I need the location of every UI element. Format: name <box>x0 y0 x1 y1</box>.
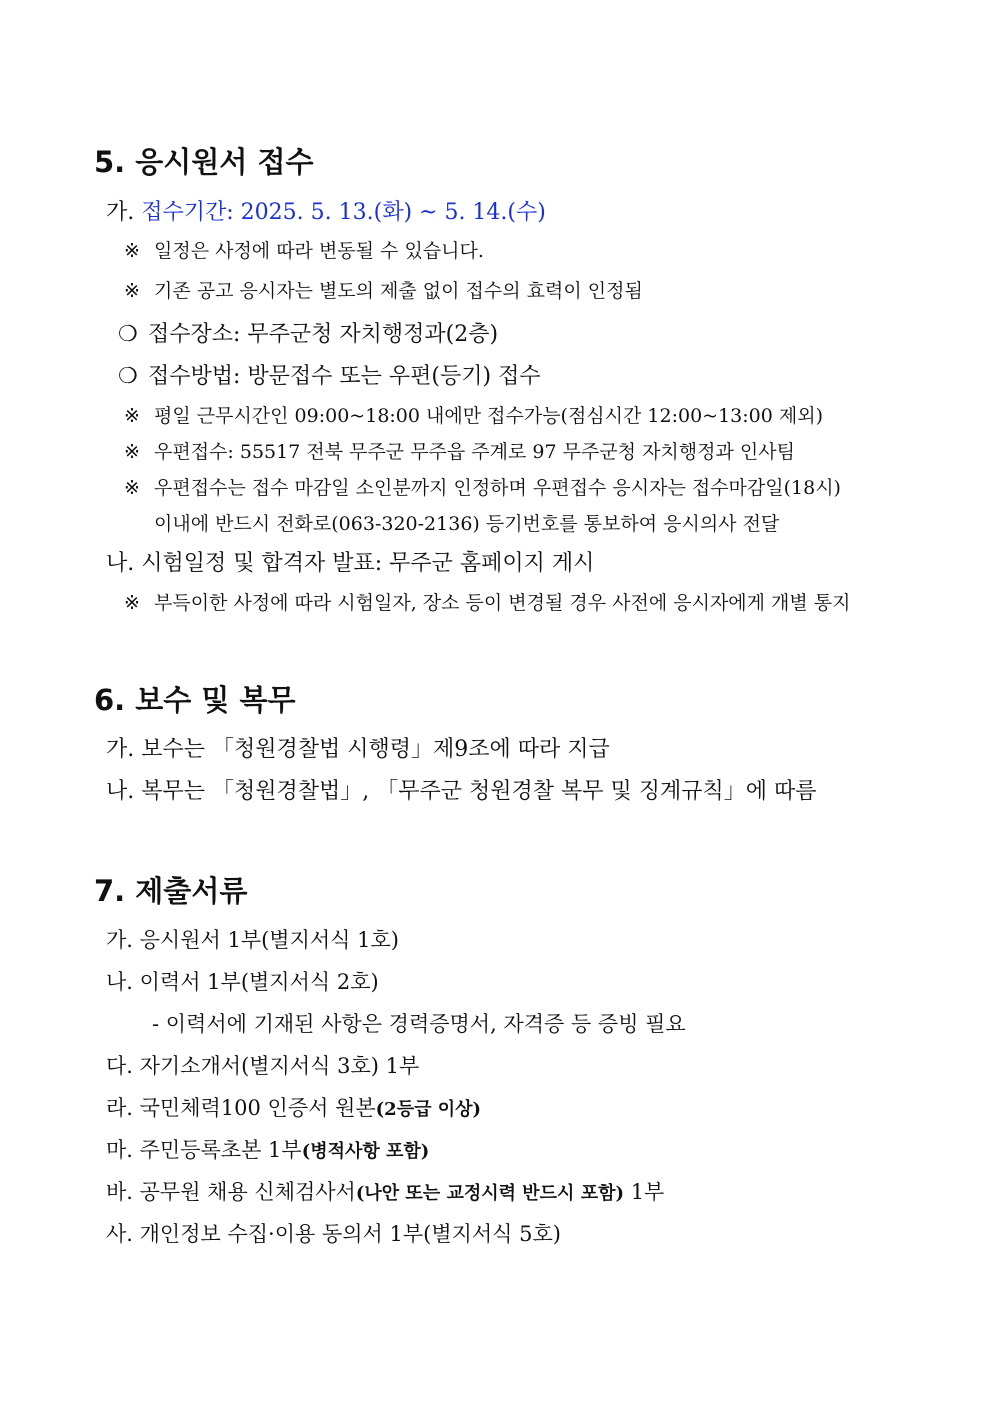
section-7-title: 7. 제출서류 <box>94 874 248 908</box>
s5-note-2 <box>124 276 643 303</box>
ref-mark-icon: ※ <box>124 441 140 463</box>
s7-item-e <box>106 1134 429 1164</box>
s5-note-4-text: 우편접수: 55517 전북 무주군 무주읍 주계로 97 무주군청 자치행정과 인사팀 <box>154 441 795 463</box>
s7-item-d-text: 라. 국민체력100 인증서 원본 <box>106 1096 376 1120</box>
s7-item-d-emph: (2등급 이상) <box>375 1099 482 1120</box>
s5-note-5 <box>124 473 841 500</box>
s5-note-1-text: 일정은 사정에 따라 변동될 수 있습니다. <box>154 240 484 262</box>
section-6-title: 6. 보수 및 복무 <box>94 683 296 717</box>
circle-bullet-icon: ❍ <box>118 364 138 389</box>
s5-method <box>118 359 541 390</box>
ref-mark-icon: ※ <box>124 592 140 614</box>
s7-item-e-text: 마. 주민등록초본 1부 <box>106 1138 302 1162</box>
s5-method-text: 접수방법: 방문접수 또는 우편(등기) 접수 <box>148 364 541 389</box>
s6-item-b: 나. 복무는 「청원경찰법」, 「무주군 청원경찰 복무 및 징계규칙」에 따름 <box>106 779 817 804</box>
s5-item-b: 나. 시험일정 및 합격자 발표: 무주군 홈페이지 게시 <box>106 551 595 576</box>
s5-note-3-text: 평일 근무시간인 09:00~18:00 내에만 접수가능(점심시간 12:00~13:00 제외) <box>154 405 824 427</box>
s7-item-c: 다. 자기소개서(별지서식 3호) 1부 <box>106 1054 420 1078</box>
s5-item-a <box>106 195 546 226</box>
s5-note-1 <box>124 236 484 263</box>
s5-place-text: 접수장소: 무주군청 자치행정과(2층) <box>148 322 499 347</box>
s5-note-5-text: 우편접수는 접수 마감일 소인분까지 인정하며 우편접수 응시자는 접수마감일(18시) <box>154 477 841 499</box>
circle-bullet-icon: ❍ <box>118 322 138 347</box>
section-5-title: 5. 응시원서 접수 <box>94 145 314 179</box>
s5-note-6-text: 부득이한 사정에 따라 시험일자, 장소 등이 변경될 경우 사전에 응시자에게 개별 통지 <box>154 592 851 614</box>
s7-item-b: 나. 이력서 1부(별지서식 2호) <box>106 970 379 994</box>
s7-item-a: 가. 응시원서 1부(별지서식 1호) <box>106 928 399 952</box>
s7-item-g: 사. 개인정보 수집·이용 동의서 1부(별지서식 5호) <box>106 1222 561 1246</box>
s7-item-b-note: - 이력서에 기재된 사항은 경력증명서, 자격증 등 증빙 필요 <box>152 1012 686 1036</box>
ref-mark-icon: ※ <box>124 405 140 427</box>
s5-note-3 <box>124 401 823 428</box>
s5-note-4 <box>124 437 795 464</box>
s7-item-e-emph: (병적사항 포함) <box>301 1141 430 1162</box>
s7-item-f <box>106 1176 664 1206</box>
s5-period: 접수기간: 2025. 5. 13.(화) ~ 5. 14.(수) <box>141 200 546 225</box>
s5-item-a-prefix: 가. <box>106 200 135 225</box>
ref-mark-icon: ※ <box>124 240 140 262</box>
s7-item-f-text: 바. 공무원 채용 신체검사서 <box>106 1180 356 1204</box>
ref-mark-icon: ※ <box>124 280 140 302</box>
s5-note-2-text: 기존 공고 응시자는 별도의 제출 없이 접수의 효력이 인정됨 <box>154 280 643 302</box>
s6-item-a: 가. 보수는 「청원경찰법 시행령」제9조에 따라 지급 <box>106 737 610 762</box>
s7-item-d <box>106 1092 481 1122</box>
ref-mark-icon: ※ <box>124 477 140 499</box>
s7-item-f-tail: 1부 <box>624 1180 665 1204</box>
s5-note-5-cont: 이내에 반드시 전화로(063-320-2136) 등기번호를 통보하여 응시의사 전달 <box>154 513 780 535</box>
s5-place <box>118 317 498 348</box>
s7-item-f-emph: (나안 또는 교정시력 반드시 포함) <box>355 1183 625 1204</box>
s5-note-6 <box>124 588 851 615</box>
